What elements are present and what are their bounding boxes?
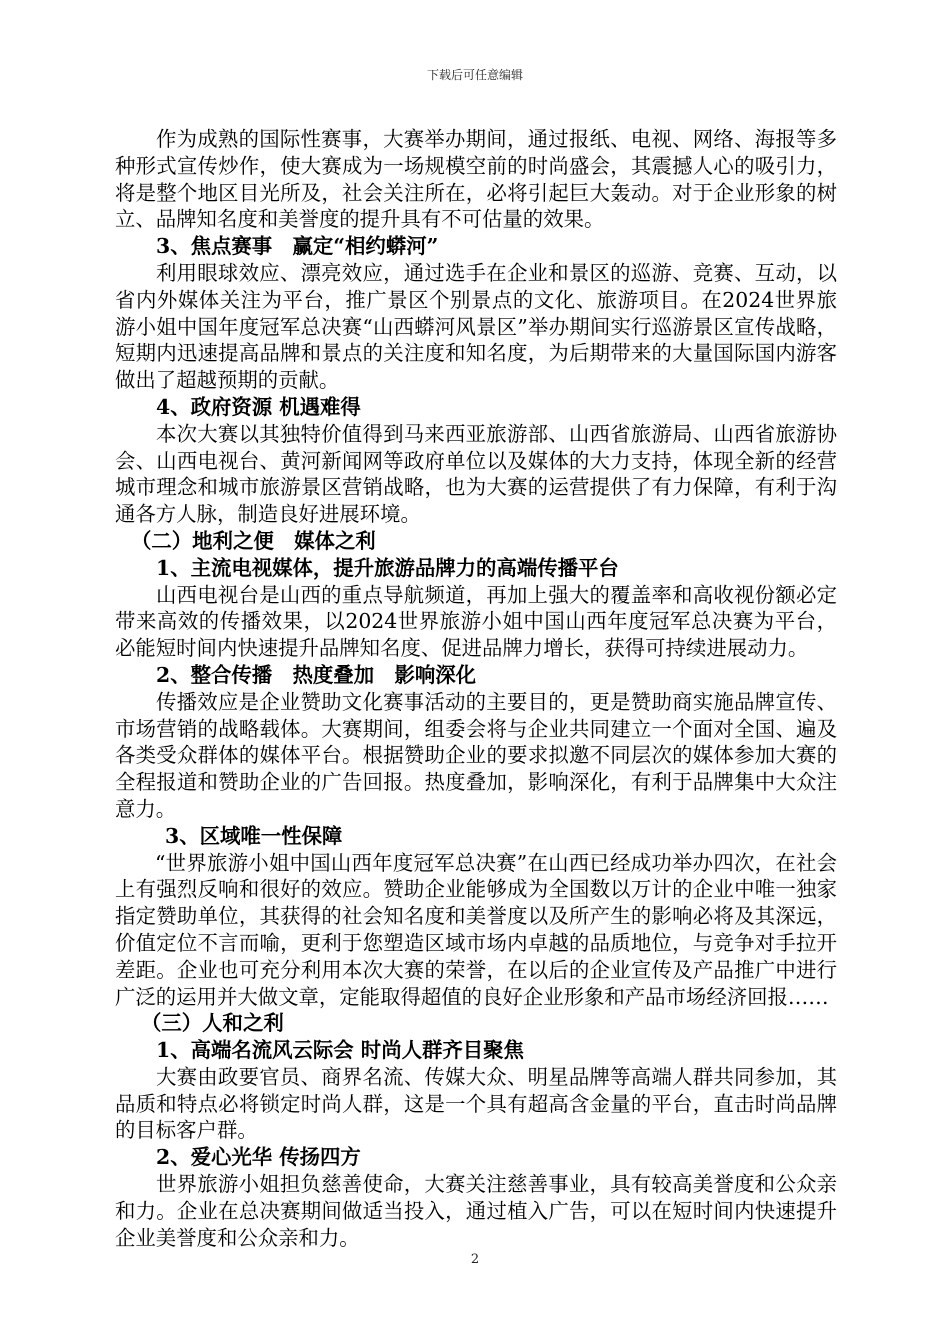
page-number: 2 bbox=[470, 1252, 480, 1267]
heading-elite-gathering: 1、高端名流风云际会 时尚人群齐目聚焦 bbox=[156, 1038, 524, 1063]
heading-regional-exclusivity: 3、区域唯一性保障 bbox=[165, 823, 343, 848]
page-header: 下载后可任意编辑 bbox=[426, 68, 523, 82]
paragraph-focus-event: 利用眼球效应、漂亮效应，通过选手在企业和景区的巡游、竞赛、互动，以省内外媒体关注为平台，推广景区个别景点的文化、旅游项目。在2024世界旅游小姐中国年度冠军总决赛“山西蟒河风景区”举办期间实行巡游景区宣传战略，短期内迅速提高品牌和景点的关注度和知名度，为后期带来的大量国际国内游客做出了超越预期的贡献。 bbox=[115, 260, 837, 393]
paragraph-integrated-communication: 传播效应是企业赞助文化赛事活动的主要目的，更是赞助商实施品牌宣传、市场营销的战略载体。大赛期间，组委会将与企业共同建立一个面对全国、遍及各类受众群体的媒体平台。根据赞助企业的要求拟邀不同层次的媒体参加大赛的全程报道和赞助企业的广告回报。热度叠加，影响深化，有利于品牌集中大众注意力。 bbox=[115, 689, 837, 821]
paragraph-mainstream-tv: 山西电视台是山西的重点导航频道，再加上强大的覆盖率和高收视份额必定带来高效的传播效果，以2024世界旅游小姐中国山西年度冠军总决赛为平台，必能短时间内快速提升品牌知名度、促进品牌力增长，获得可持续进展动力。 bbox=[115, 582, 837, 661]
heading-focus-event: 3、焦点赛事 赢定“相约蟒河” bbox=[156, 234, 439, 259]
paragraph-intro: 作为成熟的国际性赛事，大赛举办期间，通过报纸、电视、网络、海报等多种形式宣传炒作，使大赛成为一场规模空前的时尚盛会，其震撼人心的吸引力，将是整个地区目光所及，社会关注所在，必将引起巨大轰动。对于企业形象的树立、品牌知名度和美誉度的提升具有不可估量的效果。 bbox=[115, 127, 837, 232]
heading-section-two: （二）地利之便 媒体之利 bbox=[131, 528, 376, 553]
paragraph-charity: 世界旅游小姐担负慈善使命，大赛关注慈善事业，具有较高美誉度和公众亲和力。企业在总决赛期间做适当投入，通过植入广告，可以在短时间内快速提升企业美誉度和公众亲和力。 bbox=[115, 1172, 837, 1250]
paragraph-government-resources: 本次大赛以其独特价值得到马来西亚旅游部、山西省旅游局、山西省旅游协会、山西电视台、黄河新闻网等政府单位以及媒体的大力支持，体现全新的经营城市理念和城市旅游景区营销战略，也为大赛的运营提供了有力保障，有利于沟通各方人脉，制造良好进展环境。 bbox=[115, 421, 837, 527]
heading-section-three: （三）人和之利 bbox=[141, 1011, 284, 1036]
heading-mainstream-tv: 1、主流电视媒体，提升旅游品牌力的高端传播平台 bbox=[156, 555, 619, 580]
document-body bbox=[115, 126, 837, 1251]
heading-charity: 2、爱心光华 传扬四方 bbox=[156, 1145, 361, 1170]
heading-integrated-communication: 2、整合传播 热度叠加 影响深化 bbox=[156, 662, 477, 687]
paragraph-regional-exclusivity: “世界旅游小姐中国山西年度冠军总决赛”在山西已经成功举办四次，在社会上有强烈反响和很好的效应。赞助企业能够成为全国数以万计的企业中唯一独家指定赞助单位，其获得的社会知名度和美誉度以及所产生的影响必将及其深远，价值定位不言而喻，更利于您塑造区域市场内卓越的品质地位，与竞争对手拉开差距。企业也可充分利用本次大赛的荣誉，在以后的企业宣传及产品推广中进行广泛的运用并大做文章，定能取得超值的良好企业形象和产品市场经济回报…… bbox=[115, 850, 837, 1009]
heading-government-resources: 4、政府资源 机遇难得 bbox=[156, 394, 361, 419]
paragraph-elite-gathering: 大赛由政要官员、商界名流、传媒大众、明星品牌等高端人群共同参加，其品质和特点必将锁定时尚人群，这是一个具有超高含金量的平台，直击时尚品牌的目标客户群。 bbox=[115, 1064, 837, 1143]
